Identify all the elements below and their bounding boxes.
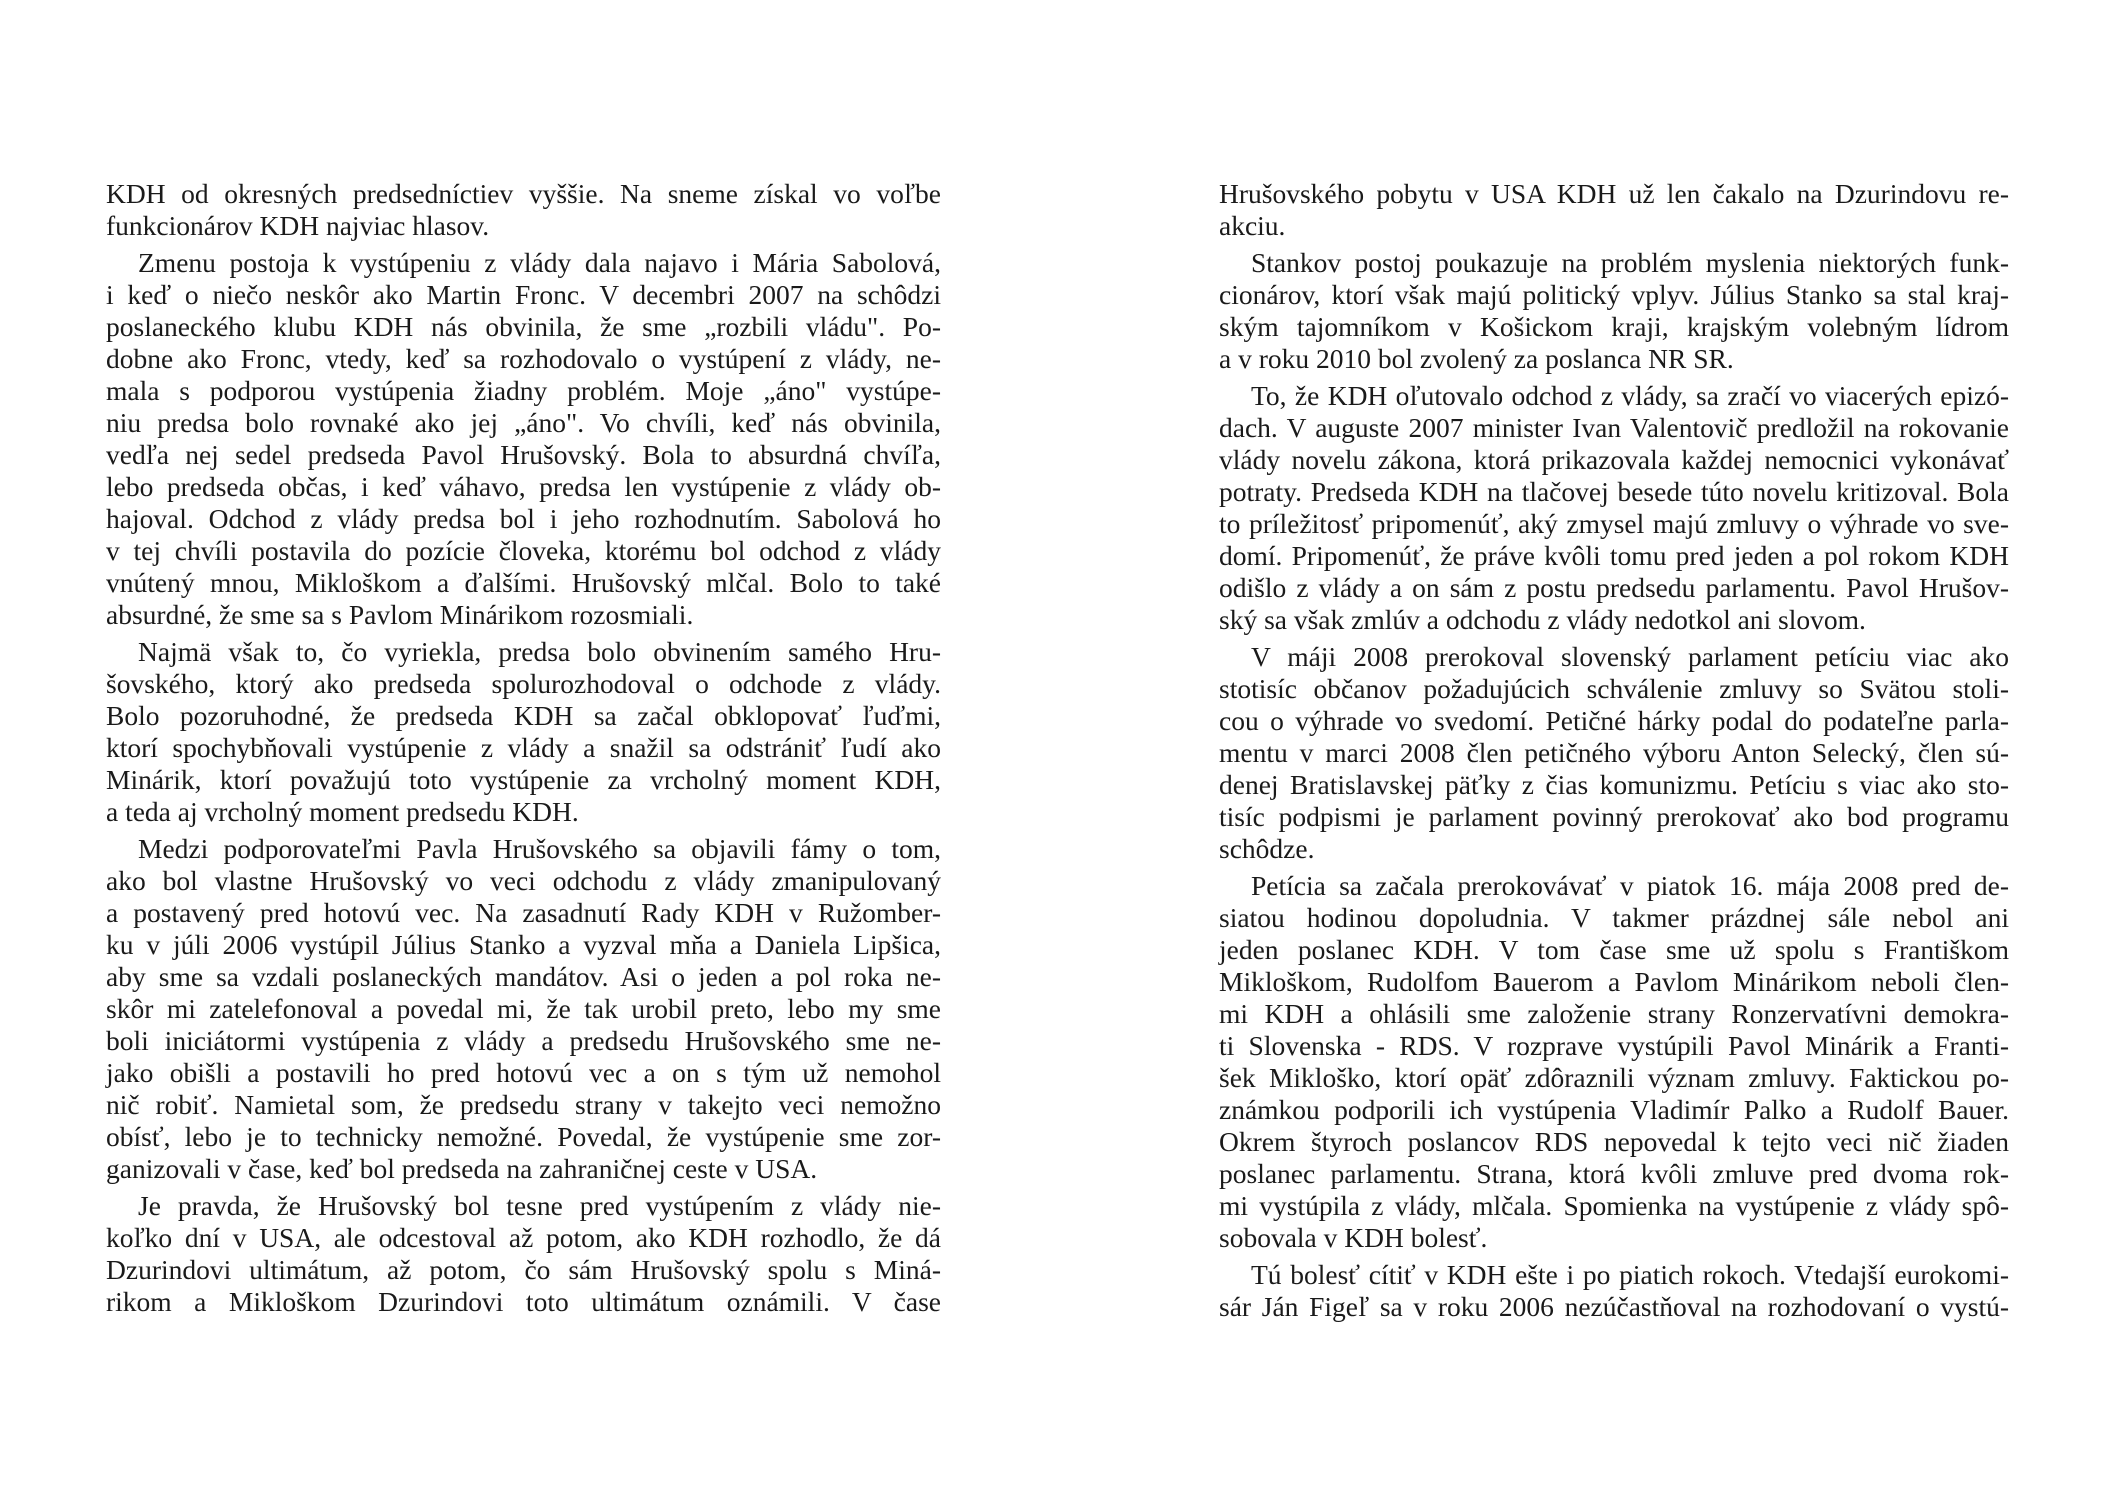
text-line: aby sme sa vzdali poslaneckých mandátov. Asi o jeden a pol roka ne- bbox=[106, 961, 941, 992]
text-line: jako obišli a postavili ho pred hotovú vec a on s tým už nemohol bbox=[106, 1057, 941, 1088]
text-line: jeden poslanec KDH. V tom čase sme už spolu s Františkom bbox=[1219, 934, 2009, 965]
text-line: vlády novelu zákona, ktorá prikazovala každej nemocnici vykonávať bbox=[1219, 444, 2009, 475]
text-line: šek Mikloško, ktorí opäť zdôraznili význam zmluvy. Faktickou po- bbox=[1219, 1062, 2009, 1093]
text-line: Okrem štyroch poslancov RDS nepovedal k tejto veci nič žiaden bbox=[1219, 1126, 2009, 1157]
text-line: cionárov, ktorí však majú politický vplyv. Július Stanko sa stal kraj- bbox=[1219, 279, 2009, 310]
text-line: a v roku 2010 bol zvolený za poslanca NR SR. bbox=[1219, 343, 1734, 374]
text-line: KDH od okresných predsedníctiev vyššie. Na sneme získal vo voľbe bbox=[106, 178, 941, 209]
text-line: domí. Pripomenúť, že práve kvôli tomu pred jeden a pol rokom KDH bbox=[1219, 540, 2009, 571]
text-line: ako bol vlastne Hrušovský vo veci odchodu z vlády zmanipulovaný bbox=[106, 865, 941, 896]
text-line: schôdze. bbox=[1219, 833, 1315, 864]
text-line: sobovala v KDH bolesť. bbox=[1219, 1222, 1488, 1253]
text-line: vnútený mnou, Mikloškom a ďalšími. Hrušovský mlčal. Bolo to také bbox=[106, 567, 941, 598]
text-line: cou o výhrade vo svedomí. Petičné hárky podal do podateľne parla- bbox=[1219, 705, 2009, 736]
text-line: a postavený pred hotovú vec. Na zasadnutí Rady KDH v Ružomber- bbox=[106, 897, 941, 928]
text-line: Najmä však to, čo vyriekla, predsa bolo obvinením samého Hru- bbox=[138, 636, 941, 667]
text-line: Bolo pozoruhodné, že predseda KDH sa začal obklopovať ľuďmi, bbox=[106, 700, 941, 731]
text-line: absurdné, že sme sa s Pavlom Minárikom rozosmiali. bbox=[106, 599, 694, 630]
text-line: mentu v marci 2008 člen petičného výboru Anton Selecký, člen sú- bbox=[1219, 737, 2009, 768]
text-line: šovského, ktorý ako predseda spolurozhodoval o odchode z vlády. bbox=[106, 668, 941, 699]
text-line: sár Ján Figeľ sa v roku 2006 nezúčastňoval na rozhodovaní o vystú- bbox=[1219, 1291, 2009, 1322]
text-line: ganizovali v čase, keď bol predseda na zahraničnej ceste v USA. bbox=[106, 1153, 818, 1184]
text-line: obísť, lebo je to technicky nemožné. Povedal, že vystúpenie sme zor- bbox=[106, 1121, 941, 1152]
text-line: niu predsa bolo rovnaké ako jej „áno". Vo chvíli, keď nás obvinila, bbox=[106, 407, 941, 438]
text-line: potraty. Predseda KDH na tlačovej besede túto novelu kritizoval. Bola bbox=[1219, 476, 2009, 507]
text-line: v tej chvíli postavila do pozície človeka, ktorému bol odchod z vlády bbox=[106, 535, 941, 566]
text-line: rikom a Mikloškom Dzurindovi toto ultimátum oznámili. V čase bbox=[106, 1286, 941, 1317]
text-line: Minárik, ktorí považujú toto vystúpenie za vrcholný moment KDH, bbox=[106, 764, 941, 795]
text-line: ským tajomníkom v Košickom kraji, krajským volebným lídrom bbox=[1219, 311, 2009, 342]
text-line: to príležitosť pripomenúť, aký zmysel majú zmluvy o výhrade vo sve- bbox=[1219, 508, 2009, 539]
text-line: známkou podporili ich vystúpenia Vladimír Palko a Rudolf Bauer. bbox=[1219, 1094, 2009, 1125]
text-line: Zmenu postoja k vystúpeniu z vlády dala najavo i Mária Sabolová, bbox=[138, 247, 941, 278]
text-line: lebo predseda občas, i keď váhavo, predsa len vystúpenie z vlády ob- bbox=[106, 471, 941, 502]
text-line: nič robiť. Namietal som, že predsedu strany v takejto veci nemožno bbox=[106, 1089, 941, 1120]
text-line: To, že KDH oľutovalo odchod z vlády, sa zračí vo viacerých epizó- bbox=[1251, 380, 2009, 411]
text-line: tisíc podpismi je parlament povinný prerokovať ako bod programu bbox=[1219, 801, 2009, 832]
text-line: akciu. bbox=[1219, 210, 1286, 241]
text-line: denej Bratislavskej päťky z čias komunizmu. Petíciu s viac ako sto- bbox=[1219, 769, 2009, 800]
text-line: V máji 2008 prerokoval slovenský parlament petíciu viac ako bbox=[1251, 641, 2009, 672]
text-line: funkcionárov KDH najviac hlasov. bbox=[106, 210, 490, 241]
text-line: Petícia sa začala prerokovávať v piatok 16. mája 2008 pred de- bbox=[1251, 870, 2009, 901]
text-line: poslanec parlamentu. Strana, ktorá kvôli zmluve pred dvoma rok- bbox=[1219, 1158, 2009, 1189]
text-line: Stankov postoj poukazuje na problém myslenia niektorých funk- bbox=[1251, 247, 2009, 278]
text-line: boli iniciátormi vystúpenia z vlády a predsedu Hrušovského sme ne- bbox=[106, 1025, 941, 1056]
text-line: ktorí spochybňovali vystúpenie z vlády a snažil sa odstrániť ľudí ako bbox=[106, 732, 941, 763]
text-line: Je pravda, že Hrušovský bol tesne pred vystúpením z vlády nie- bbox=[138, 1190, 941, 1221]
text-line: a teda aj vrcholný moment predsedu KDH. bbox=[106, 796, 579, 827]
text-line: vedľa nej sedel predseda Pavol Hrušovský. Bola to absurdná chvíľa, bbox=[106, 439, 941, 470]
text-line: dach. V auguste 2007 minister Ivan Valentovič predložil na rokovanie bbox=[1219, 412, 2009, 443]
text-line: koľko dní v USA, ale odcestoval až potom, ako KDH rozhodlo, že dá bbox=[106, 1222, 941, 1253]
text-line: Hrušovského pobytu v USA KDH už len čakalo na Dzurindovu re- bbox=[1219, 178, 2009, 209]
text-line: mi KDH a ohlásili sme založenie strany Ronzervatívni demokra- bbox=[1219, 998, 2009, 1029]
text-line: mi vystúpila z vlády, mlčala. Spomienka na vystúpenie z vlády spô- bbox=[1219, 1190, 2009, 1221]
text-line: dobne ako Fronc, vtedy, keď sa rozhodovalo o vystúpení z vlády, ne- bbox=[106, 343, 941, 374]
text-line: stotisíc občanov požadujúcich schválenie zmluvy so Svätou stoli- bbox=[1219, 673, 2009, 704]
right-page bbox=[1219, 178, 2009, 1323]
text-line: ský sa však zmlúv a odchodu z vlády nedotkol ani slovom. bbox=[1219, 604, 1866, 635]
text-line: hajoval. Odchod z vlády predsa bol i jeho rozhodnutím. Sabolová ho bbox=[106, 503, 941, 534]
text-line: Dzurindovi ultimátum, až potom, čo sám Hrušovský spolu s Miná- bbox=[106, 1254, 941, 1285]
left-page bbox=[106, 178, 941, 1318]
text-line: ti Slovenska - RDS. V rozprave vystúpili Pavol Minárik a Franti- bbox=[1219, 1030, 2009, 1061]
text-line: odišlo z vlády a on sám z postu predsedu parlamentu. Pavol Hrušov- bbox=[1219, 572, 2009, 603]
text-line: siatou hodinou dopoludnia. V takmer prázdnej sále nebol ani bbox=[1219, 902, 2009, 933]
text-line: Mikloškom, Rudolfom Bauerom a Pavlom Minárikom neboli člen- bbox=[1219, 966, 2009, 997]
text-line: mala s podporou vystúpenia žiadny problém. Moje „áno" vystúpe- bbox=[106, 375, 941, 406]
text-line: Medzi podporovateľmi Pavla Hrušovského sa objavili fámy o tom, bbox=[138, 833, 941, 864]
text-line: poslaneckého klubu KDH nás obvinila, že sme „rozbili vládu". Po- bbox=[106, 311, 941, 342]
text-line: Tú bolesť cítiť v KDH ešte i po piatich rokoch. Vtedajší eurokomi- bbox=[1251, 1259, 2009, 1290]
text-line: ku v júli 2006 vystúpil Július Stanko a vyzval mňa a Daniela Lipšica, bbox=[106, 929, 941, 960]
text-line: skôr mi zatelefonoval a povedal mi, že tak urobil preto, lebo my sme bbox=[106, 993, 941, 1024]
text-line: i keď o niečo neskôr ako Martin Fronc. V decembri 2007 na schôdzi bbox=[106, 279, 941, 310]
